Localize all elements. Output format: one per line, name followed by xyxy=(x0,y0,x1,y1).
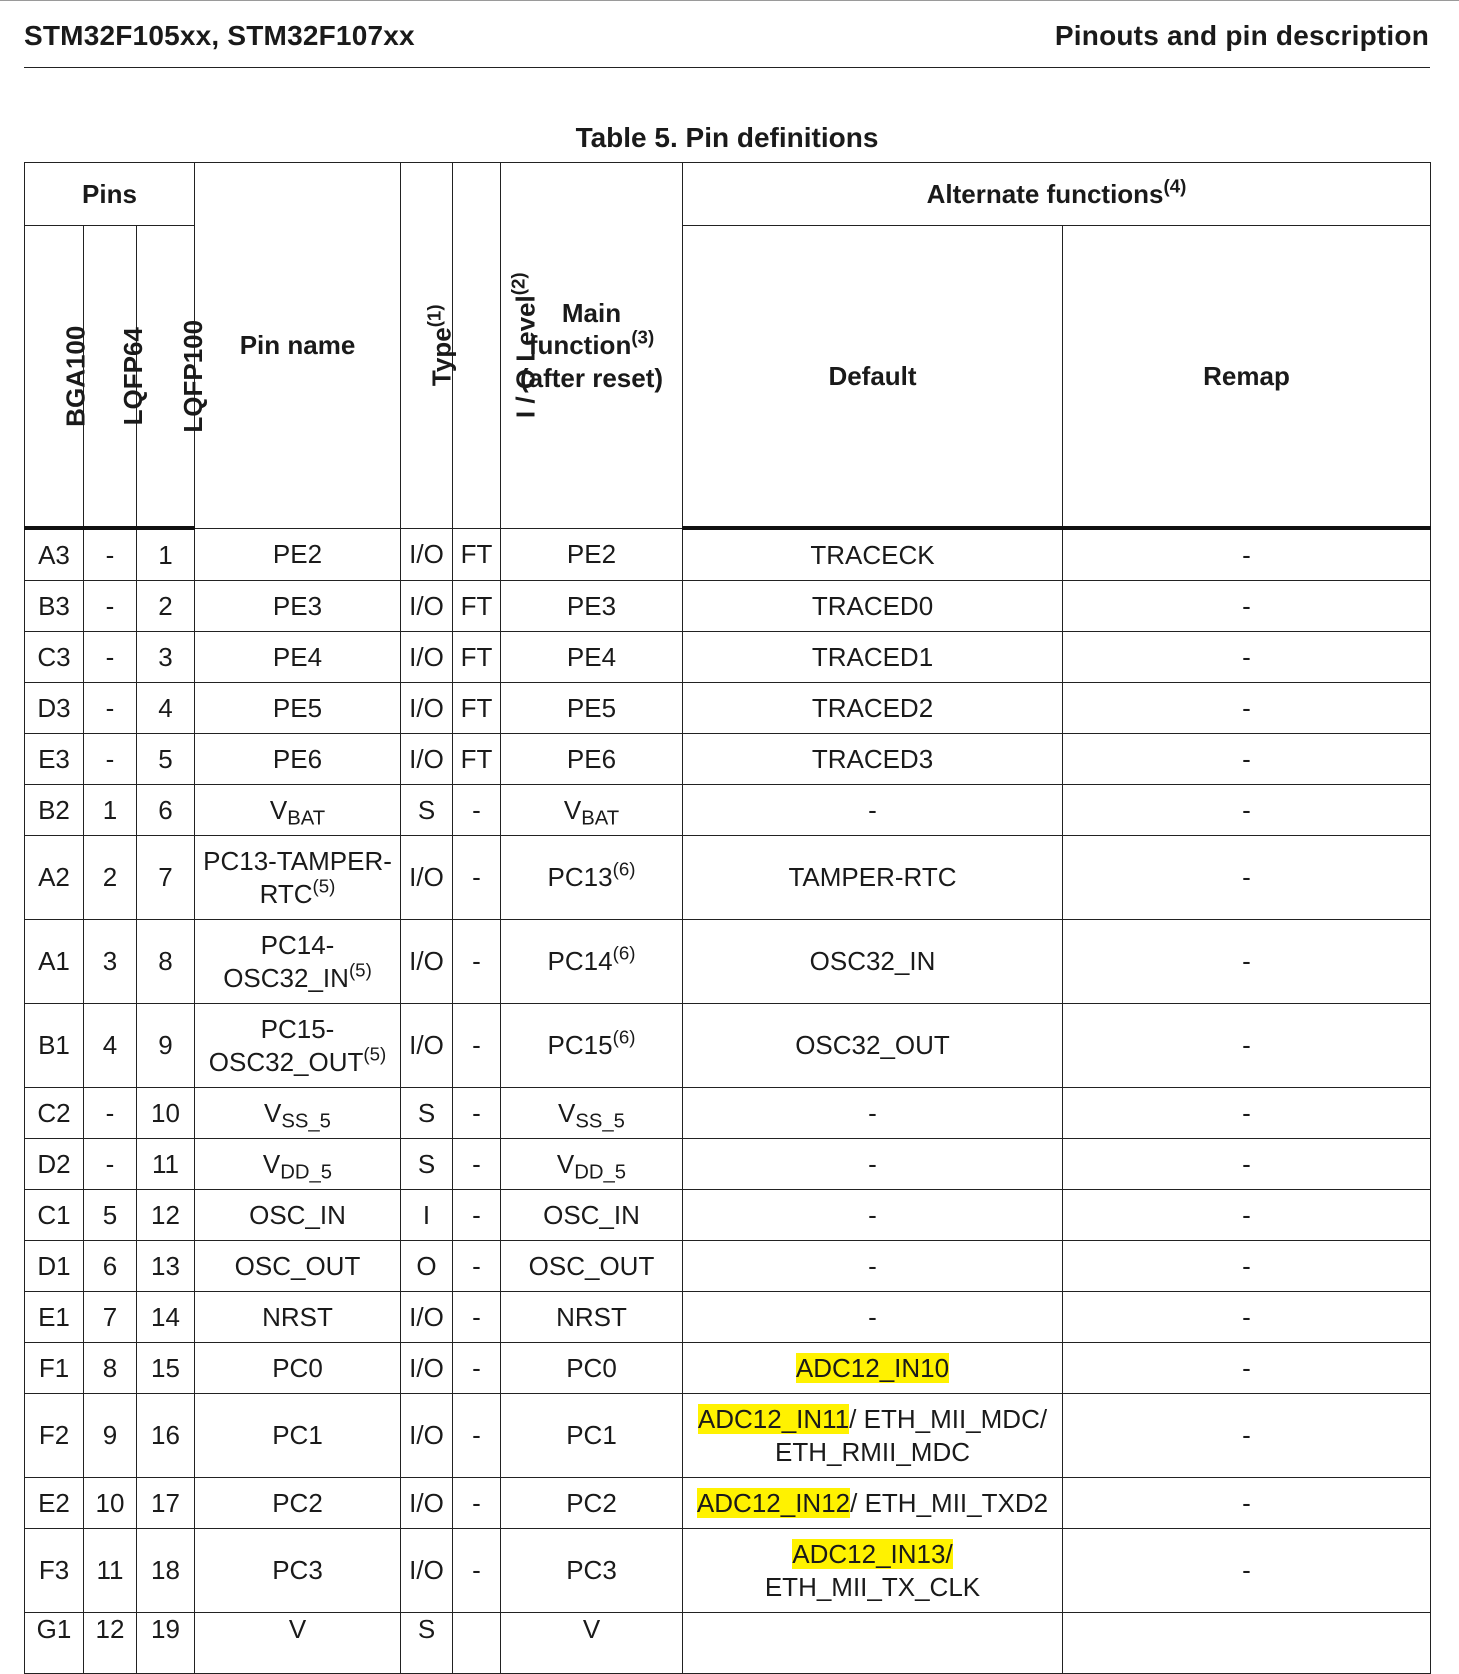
cell-io-level: - xyxy=(453,1394,501,1478)
cell-lqfp100: 1 xyxy=(137,528,195,581)
cell-lqfp100: 15 xyxy=(137,1343,195,1394)
cell-lqfp64: - xyxy=(84,1088,137,1139)
cell-io-level: FT xyxy=(453,581,501,632)
table-row xyxy=(25,920,1431,1004)
table-row xyxy=(25,683,1431,734)
cell-bga100: D1 xyxy=(25,1241,84,1292)
cell-lqfp64: - xyxy=(84,528,137,581)
cell-default-function xyxy=(683,1343,1063,1394)
cell-lqfp64: 8 xyxy=(84,1343,137,1394)
cell-bga100: D2 xyxy=(25,1139,84,1190)
table-row xyxy=(25,1004,1431,1088)
cell-pin-name: OSC_OUT xyxy=(195,1241,401,1292)
table-row xyxy=(25,632,1431,683)
cell-type: I/O xyxy=(401,581,453,632)
cell-remap: - xyxy=(1063,632,1431,683)
cell-pin-name: PC2 xyxy=(195,1478,401,1529)
table-row xyxy=(25,1292,1431,1343)
cell-main-function: $V_{DD\_5}$ xyxy=(501,1139,683,1190)
cell-io-level xyxy=(453,1613,501,1674)
cell-main-function: PE4 xyxy=(501,632,683,683)
table-row xyxy=(25,1088,1431,1139)
cell-type: O xyxy=(401,1241,453,1292)
table-row xyxy=(25,1529,1431,1613)
cell-remap: - xyxy=(1063,1394,1431,1478)
cell-type: S xyxy=(401,785,453,836)
cell-type: I/O xyxy=(401,1292,453,1343)
table-row xyxy=(25,1139,1431,1190)
cell-bga100: A3 xyxy=(25,528,84,581)
cell-default-function: TRACED0 xyxy=(683,581,1063,632)
cell-remap: - xyxy=(1063,1004,1431,1088)
cell-bga100: G1 xyxy=(25,1613,84,1674)
cell-bga100: F2 xyxy=(25,1394,84,1478)
cell-type: I/O xyxy=(401,836,453,920)
cell-pin-name: V xyxy=(195,1613,401,1674)
cell-io-level: - xyxy=(453,1478,501,1529)
cell-lqfp100: 18 xyxy=(137,1529,195,1613)
document-section-title: Pinouts and pin description xyxy=(1054,20,1429,51)
cell-main-function: PC0 xyxy=(501,1343,683,1394)
cell-default-function xyxy=(683,1613,1063,1674)
cell-lqfp100: 13 xyxy=(137,1241,195,1292)
cell-io-level: - xyxy=(453,1004,501,1088)
cell-remap: - xyxy=(1063,920,1431,1004)
pin-rows xyxy=(25,528,1431,1674)
table-row xyxy=(25,836,1431,920)
cell-io-level: FT xyxy=(453,632,501,683)
table-row xyxy=(25,734,1431,785)
table-row xyxy=(25,581,1431,632)
cell-lqfp64: - xyxy=(84,581,137,632)
header-pins: Pins xyxy=(25,163,195,226)
table-row xyxy=(25,1241,1431,1292)
cell-type: S xyxy=(401,1139,453,1190)
table-row xyxy=(25,785,1431,836)
cell-main-function: V xyxy=(501,1613,683,1674)
cell-remap: - xyxy=(1063,683,1431,734)
cell-main-function: OSC_OUT xyxy=(501,1241,683,1292)
cell-io-level: FT xyxy=(453,528,501,581)
table-row xyxy=(25,1478,1431,1529)
header-alternate-functions: Alternate functions$^{(4)}$ xyxy=(683,163,1431,226)
cell-pin-name: PC0 xyxy=(195,1343,401,1394)
cell-main-function: PE3 xyxy=(501,581,683,632)
cell-type: I/O xyxy=(401,632,453,683)
cell-lqfp100: 6 xyxy=(137,785,195,836)
cell-lqfp100: 5 xyxy=(137,734,195,785)
cell-io-level: - xyxy=(453,920,501,1004)
cell-default-function: - xyxy=(683,1088,1063,1139)
header-remap: Remap xyxy=(1063,226,1431,529)
cell-remap: - xyxy=(1063,1529,1431,1613)
header-divider xyxy=(24,67,1430,68)
cell-io-level: - xyxy=(453,1529,501,1613)
cell-default-function: ADC12_IN13/ ETH_MII_TX_CLK xyxy=(683,1529,1063,1613)
cell-default-function: - xyxy=(683,1292,1063,1343)
cell-default-function: OSC32_IN xyxy=(683,920,1063,1004)
cell-type: I/O xyxy=(401,920,453,1004)
cell-pin-name: PE5 xyxy=(195,683,401,734)
cell-main-function: PC2 xyxy=(501,1478,683,1529)
cell-type: I xyxy=(401,1190,453,1241)
cell-lqfp100: 7 xyxy=(137,836,195,920)
header-lqfp64: LQFP64 xyxy=(84,226,137,529)
cell-remap: - xyxy=(1063,1139,1431,1190)
cell-main-function: PE2 xyxy=(501,528,683,581)
cell-remap: - xyxy=(1063,528,1431,581)
cell-default-function: - xyxy=(683,1241,1063,1292)
cell-io-level: FT xyxy=(453,683,501,734)
cell-default-function: OSC32_OUT xyxy=(683,1004,1063,1088)
highlighted-text: ADC12_IN10 xyxy=(795,1352,950,1383)
cell-pin-name: PC15- OSC32_OUT$^{(5)}$ xyxy=(195,1004,401,1088)
table-row xyxy=(25,1394,1431,1478)
cell-lqfp64: 6 xyxy=(84,1241,137,1292)
cell-pin-name: PC1 xyxy=(195,1394,401,1478)
cell-lqfp100: 9 xyxy=(137,1004,195,1088)
cell-lqfp100: 12 xyxy=(137,1190,195,1241)
header-main-function: Main function$^{(3)}$ (after reset) xyxy=(501,163,683,529)
cell-lqfp64: 1 xyxy=(84,785,137,836)
cell-type: I/O xyxy=(401,683,453,734)
cell-type: S xyxy=(401,1088,453,1139)
cell-lqfp100: 17 xyxy=(137,1478,195,1529)
cell-default-function: - xyxy=(683,785,1063,836)
cell-remap: - xyxy=(1063,1088,1431,1139)
cell-lqfp100: 10 xyxy=(137,1088,195,1139)
cell-remap: - xyxy=(1063,1343,1431,1394)
cell-lqfp100: 19 xyxy=(137,1613,195,1674)
cell-default-function: TRACED1 xyxy=(683,632,1063,683)
cell-pin-name: $V_{BAT}$ xyxy=(195,785,401,836)
cell-bga100: B2 xyxy=(25,785,84,836)
cell-default-function: TRACED2 xyxy=(683,683,1063,734)
cell-io-level: - xyxy=(453,1088,501,1139)
document-header-title: STM32F105xx, STM32F107xx xyxy=(24,20,415,51)
cell-remap: - xyxy=(1063,734,1431,785)
cell-pin-name: PE4 xyxy=(195,632,401,683)
cell-lqfp100: 8 xyxy=(137,920,195,1004)
cell-type: I/O xyxy=(401,1394,453,1478)
cell-pin-name: $V_{SS\_5}$ xyxy=(195,1088,401,1139)
cell-pin-name: PE6 xyxy=(195,734,401,785)
cell-bga100: C3 xyxy=(25,632,84,683)
cell-remap: - xyxy=(1063,1241,1431,1292)
cell-lqfp100: 2 xyxy=(137,581,195,632)
cell-pin-name: NRST xyxy=(195,1292,401,1343)
cell-bga100: F1 xyxy=(25,1343,84,1394)
cell-default-function: TAMPER-RTC xyxy=(683,836,1063,920)
cell-bga100: D3 xyxy=(25,683,84,734)
cell-type: I/O xyxy=(401,1478,453,1529)
cell-bga100: E2 xyxy=(25,1478,84,1529)
cell-lqfp64: - xyxy=(84,734,137,785)
header-default: Default xyxy=(683,226,1063,529)
cell-main-function: $V_{BAT}$ xyxy=(501,785,683,836)
cell-lqfp64: - xyxy=(84,1139,137,1190)
cell-lqfp64: 10 xyxy=(84,1478,137,1529)
cell-bga100: B1 xyxy=(25,1004,84,1088)
cell-bga100: C1 xyxy=(25,1190,84,1241)
cell-lqfp64: 5 xyxy=(84,1190,137,1241)
cell-main-function: OSC_IN xyxy=(501,1190,683,1241)
cell-default-function: TRACECK xyxy=(683,528,1063,581)
cell-lqfp64: 4 xyxy=(84,1004,137,1088)
cell-pin-name: OSC_IN xyxy=(195,1190,401,1241)
cell-lqfp64: - xyxy=(84,632,137,683)
cell-lqfp64: 7 xyxy=(84,1292,137,1343)
cell-bga100: F3 xyxy=(25,1529,84,1613)
pin-definitions-table xyxy=(24,162,1431,1674)
cell-io-level: - xyxy=(453,1139,501,1190)
cell-remap: - xyxy=(1063,1190,1431,1241)
table-row xyxy=(25,1343,1431,1394)
cell-lqfp100: 16 xyxy=(137,1394,195,1478)
cell-io-level: - xyxy=(453,785,501,836)
cell-lqfp64: 12 xyxy=(84,1613,137,1674)
cell-remap: - xyxy=(1063,785,1431,836)
cell-lqfp100: 4 xyxy=(137,683,195,734)
cell-bga100: A1 xyxy=(25,920,84,1004)
cell-lqfp100: 3 xyxy=(137,632,195,683)
table-row xyxy=(25,1190,1431,1241)
cell-bga100: E1 xyxy=(25,1292,84,1343)
cell-main-function: PE6 xyxy=(501,734,683,785)
cell-io-level: - xyxy=(453,1343,501,1394)
cell-type: I/O xyxy=(401,1343,453,1394)
cell-main-function: PC14$^{(6)}$ xyxy=(501,920,683,1004)
cell-type: I/O xyxy=(401,734,453,785)
cell-main-function: PC3 xyxy=(501,1529,683,1613)
cell-lqfp100: 11 xyxy=(137,1139,195,1190)
cell-pin-name: $V_{DD\_5}$ xyxy=(195,1139,401,1190)
cell-bga100: B3 xyxy=(25,581,84,632)
cell-pin-name: PE3 xyxy=(195,581,401,632)
cell-default-function: - xyxy=(683,1139,1063,1190)
cell-pin-name: PC14- OSC32_IN$^{(5)}$ xyxy=(195,920,401,1004)
cell-pin-name: PC13-TAMPER- RTC$^{(5)}$ xyxy=(195,836,401,920)
cell-bga100: A2 xyxy=(25,836,84,920)
header-io-level: I / O Level$^{(2)}$ xyxy=(453,163,501,529)
cell-lqfp64: 3 xyxy=(84,920,137,1004)
header-pin-name: Pin name xyxy=(195,163,401,529)
table-caption: Table 5. Pin definitions xyxy=(575,122,879,153)
cell-bga100: C2 xyxy=(25,1088,84,1139)
cell-io-level: - xyxy=(453,1241,501,1292)
cell-main-function: PC13$^{(6)}$ xyxy=(501,836,683,920)
cell-main-function: PE5 xyxy=(501,683,683,734)
cell-remap: - xyxy=(1063,836,1431,920)
cell-io-level: - xyxy=(453,1190,501,1241)
header-lqfp100: LQFP100 xyxy=(137,226,195,529)
header-bga100: BGA100 xyxy=(25,226,84,529)
cell-io-level: - xyxy=(453,1292,501,1343)
cell-default-function: ADC12_IN11/ ETH_MII_MDC/ ETH_RMII_MDC xyxy=(683,1394,1063,1478)
highlighted-text: ADC12_IN13/ xyxy=(792,1539,953,1569)
cell-remap: - xyxy=(1063,1478,1431,1529)
cell-main-function: $V_{SS\_5}$ xyxy=(501,1088,683,1139)
cell-lqfp100: 14 xyxy=(137,1292,195,1343)
header-type: Type$^{(1)}$ xyxy=(401,163,453,529)
cell-default-function: ADC12_IN12/ ETH_MII_TXD2 xyxy=(683,1478,1063,1529)
cell-type: S xyxy=(401,1613,453,1674)
cell-default-function: TRACED3 xyxy=(683,734,1063,785)
cell-remap: - xyxy=(1063,1292,1431,1343)
page-top-border xyxy=(0,0,1459,1)
cell-type: I/O xyxy=(401,1529,453,1613)
cell-io-level: - xyxy=(453,836,501,920)
table-row-partial xyxy=(25,1613,1431,1674)
cell-lqfp64: - xyxy=(84,683,137,734)
highlighted-text: ADC12_IN12 xyxy=(696,1487,851,1518)
cell-bga100: E3 xyxy=(25,734,84,785)
cell-main-function: NRST xyxy=(501,1292,683,1343)
cell-remap: - xyxy=(1063,581,1431,632)
cell-main-function: PC15$^{(6)}$ xyxy=(501,1004,683,1088)
cell-pin-name: PC3 xyxy=(195,1529,401,1613)
cell-main-function: PC1 xyxy=(501,1394,683,1478)
cell-pin-name: PE2 xyxy=(195,528,401,581)
cell-io-level: FT xyxy=(453,734,501,785)
cell-type: I/O xyxy=(401,1004,453,1088)
cell-lqfp64: 2 xyxy=(84,836,137,920)
cell-lqfp64: 11 xyxy=(84,1529,137,1613)
table-row xyxy=(25,528,1431,581)
highlighted-text: ADC12_IN11 xyxy=(697,1404,850,1434)
cell-lqfp64: 9 xyxy=(84,1394,137,1478)
cell-remap xyxy=(1063,1613,1431,1674)
cell-type: I/O xyxy=(401,528,453,581)
cell-default-function: - xyxy=(683,1190,1063,1241)
